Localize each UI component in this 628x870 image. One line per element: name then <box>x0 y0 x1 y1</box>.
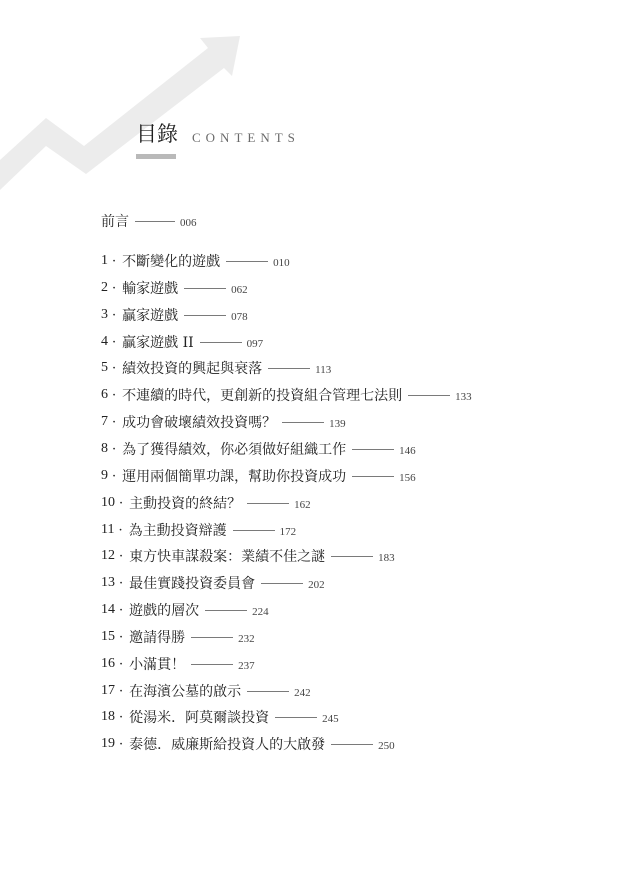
toc-chapter-number: 9 <box>101 468 108 483</box>
toc-page-number: 133 <box>455 391 472 403</box>
toc-chapter-title: 為主動投資辯護 <box>128 523 227 539</box>
toc-chapter-title: 遊戲的層次 <box>129 603 200 619</box>
toc-chapter-number: 2 <box>101 280 108 295</box>
toc-separator-dot: · <box>119 709 124 725</box>
toc-entry[interactable] <box>101 466 416 486</box>
toc-chapter-number: 7 <box>101 414 108 429</box>
toc-chapter-number: 15 <box>101 629 115 644</box>
rising-arrow-icon <box>0 0 260 190</box>
toc-separator-dot: · <box>112 253 117 269</box>
toc-entry-preface[interactable] <box>101 211 197 231</box>
toc-leader-line <box>200 342 242 343</box>
toc-chapter-number: 12 <box>101 548 115 563</box>
toc-leader-line <box>247 691 289 692</box>
toc-separator-dot: · <box>112 468 117 484</box>
toc-leader-line <box>408 395 450 396</box>
toc-chapter-number: 5 <box>101 360 108 375</box>
toc-leader-line <box>184 288 226 289</box>
toc-page-number: 242 <box>294 687 311 699</box>
toc-leader-line <box>205 610 247 611</box>
toc-page-number: 202 <box>308 579 325 591</box>
toc-entry[interactable] <box>101 520 296 540</box>
toc-chapter-number: 18 <box>101 709 115 724</box>
toc-page-number: 062 <box>231 284 248 296</box>
toc-chapter-title: 輸家遊戲 <box>122 281 179 297</box>
toc-entry[interactable] <box>101 358 331 378</box>
toc-chapter-title: 贏家遊戲 II <box>122 335 194 351</box>
toc-entry[interactable] <box>101 385 472 405</box>
toc-page-number: 010 <box>273 257 290 269</box>
toc-chapter-title: 為了獲得績效，你必須做好組織工作 <box>122 442 347 458</box>
toc-chapter-title: 東方快車謀殺案：業績不佳之謎 <box>129 549 326 565</box>
toc-page-number: 006 <box>180 217 197 229</box>
toc-chapter-number: 17 <box>101 683 115 698</box>
toc-separator-dot: · <box>112 441 117 457</box>
toc-chapter-number: 19 <box>101 736 115 751</box>
toc-separator-dot: · <box>119 629 124 645</box>
toc-leader-line <box>191 664 233 665</box>
toc-page-number: 113 <box>315 364 332 376</box>
toc-chapter-title: 邀請得勝 <box>129 630 186 646</box>
toc-preface-label: 前言 <box>101 214 129 230</box>
toc-page-number: 224 <box>252 606 269 618</box>
toc-entry[interactable] <box>101 573 325 593</box>
toc-entry[interactable] <box>101 627 255 647</box>
toc-separator-dot: · <box>119 602 124 618</box>
toc-page-number: 250 <box>378 740 395 752</box>
toc-separator-dot: · <box>112 307 117 323</box>
toc-page-number: 156 <box>399 472 416 484</box>
toc-chapter-title: 不斷變化的遊戲 <box>122 254 221 270</box>
toc-entry[interactable] <box>101 278 248 298</box>
toc-page-number: 139 <box>329 418 346 430</box>
toc-leader-line <box>247 503 289 504</box>
toc-entry[interactable] <box>101 305 248 325</box>
toc-separator-dot: · <box>112 334 117 350</box>
toc-chapter-title: 最佳實踐投資委員會 <box>129 576 256 592</box>
toc-separator-dot: · <box>119 575 124 591</box>
toc-separator-dot: · <box>119 683 124 699</box>
toc-separator-dot: · <box>118 522 123 538</box>
toc-chapter-title: 小滿貫！ <box>129 657 186 673</box>
toc-chapter-number: 11 <box>101 522 115 537</box>
toc-chapter-title: 主動投資的終結？ <box>129 496 242 512</box>
heading-underline <box>136 154 176 159</box>
toc-page-number: 183 <box>378 552 395 564</box>
toc-page-number: 172 <box>279 526 297 538</box>
toc-chapter-number: 4 <box>101 334 108 349</box>
toc-page-number: 078 <box>231 311 248 323</box>
toc-entry[interactable] <box>101 412 346 432</box>
toc-leader-line <box>184 315 226 316</box>
toc-leader-line <box>135 221 175 222</box>
toc-leader-line <box>331 744 373 745</box>
toc-entry[interactable] <box>101 251 290 271</box>
toc-separator-dot: · <box>119 736 124 752</box>
toc-entry[interactable] <box>101 439 416 459</box>
toc-entry[interactable] <box>101 707 339 727</box>
toc-leader-line <box>331 556 373 557</box>
toc-entry[interactable] <box>101 734 395 754</box>
toc-leader-line <box>352 476 394 477</box>
toc-chapter-title: 不連續的時代，更創新的投資組合管理七法則 <box>122 388 403 404</box>
toc-separator-dot: · <box>119 656 124 672</box>
contents-title-en: CONTENTS <box>192 130 300 145</box>
toc-entry[interactable] <box>101 600 269 620</box>
toc-leader-line <box>268 368 310 369</box>
toc-page-number: 097 <box>246 338 264 350</box>
toc-leader-line <box>191 637 233 638</box>
toc-leader-line <box>352 449 394 450</box>
toc-chapter-title: 績效投資的興起與衰落 <box>122 361 263 377</box>
toc-chapter-number: 6 <box>101 387 108 402</box>
toc-chapter-number: 10 <box>101 495 115 510</box>
toc-leader-line <box>233 530 275 531</box>
toc-entry[interactable] <box>101 493 311 513</box>
toc-chapter-number: 13 <box>101 575 115 590</box>
toc-chapter-number: 16 <box>101 656 115 671</box>
toc-leader-line <box>275 717 317 718</box>
toc-separator-dot: · <box>112 360 117 376</box>
toc-chapter-title: 泰德．威廉斯給投資人的大啟發 <box>129 737 326 753</box>
toc-chapter-number: 1 <box>101 253 108 268</box>
toc-entry[interactable] <box>101 546 395 566</box>
toc-chapter-title: 從湯米．阿莫爾談投資 <box>129 710 270 726</box>
toc-separator-dot: · <box>112 414 117 430</box>
contents-title-zh: 目錄 <box>136 122 178 146</box>
toc-chapter-title: 贏家遊戲 <box>122 308 179 324</box>
toc-leader-line <box>226 261 268 262</box>
toc-page-number: 237 <box>238 660 255 672</box>
toc-chapter-title: 在海濱公墓的啟示 <box>129 684 242 700</box>
toc-entry[interactable] <box>101 332 263 352</box>
toc-separator-dot: · <box>112 280 117 296</box>
toc-separator-dot: · <box>119 495 124 511</box>
toc-page-number: 245 <box>322 713 339 725</box>
toc-page-number: 146 <box>399 445 416 457</box>
toc-entry[interactable] <box>101 681 311 701</box>
toc-entry[interactable] <box>101 654 255 674</box>
toc-chapter-title: 運用兩個簡單功課，幫助你投資成功 <box>122 469 347 485</box>
toc-chapter-number: 8 <box>101 441 108 456</box>
toc-page-number: 162 <box>294 499 311 511</box>
toc-separator-dot: · <box>119 548 124 564</box>
toc-chapter-title: 成功會破壞績效投資嗎？ <box>122 415 277 431</box>
toc-chapter-number: 3 <box>101 307 108 322</box>
toc-leader-line <box>261 583 303 584</box>
toc-page-number: 232 <box>238 633 255 645</box>
toc-separator-dot: · <box>112 387 117 403</box>
toc-leader-line <box>282 422 324 423</box>
toc-chapter-number: 14 <box>101 602 115 617</box>
